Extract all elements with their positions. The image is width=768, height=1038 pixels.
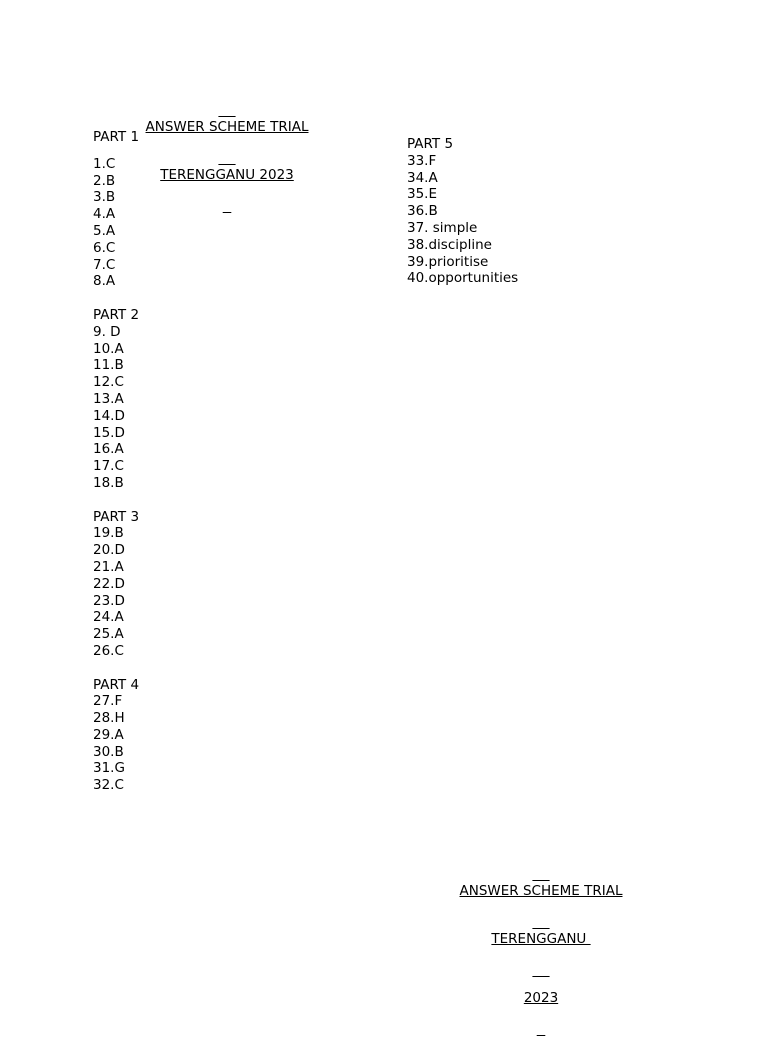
answer-item: 7.C [93, 256, 116, 273]
answer-item: 32.C [93, 777, 124, 794]
answer-item: 9. D [93, 323, 121, 340]
part-3-answers [93, 525, 139, 659]
answer-item: 8.A [93, 273, 116, 290]
answer-item: 34.A [407, 169, 438, 186]
part-4-answers [93, 693, 139, 794]
part-3-heading: PART 3 [93, 508, 140, 525]
part-5-section [407, 136, 518, 287]
answer-item: 5.A [93, 222, 116, 239]
answer-item: 40.opportunities [407, 270, 519, 287]
title-bottom-line-2: TERENGGANU [491, 931, 591, 947]
answer-item: 16.A [93, 441, 124, 458]
answer-item: 31.G [93, 760, 125, 777]
title-line-2: TERENGGANU 2023 [160, 167, 294, 183]
answer-item: 2.B [93, 172, 116, 189]
answer-item: 22.D [93, 575, 125, 592]
answer-item: 21.A [93, 558, 124, 575]
answer-item: 36.B [407, 203, 438, 220]
part-5-heading: PART 5 [407, 136, 454, 152]
title-bottom-line-1: ANSWER SCHEME TRIAL [459, 883, 623, 899]
answer-item: 29.A [93, 726, 124, 743]
answer-item: 24.A [93, 609, 124, 626]
answer-item: 28.H [93, 710, 125, 727]
answer-item: 10.A [93, 340, 124, 357]
answer-item: 4.A [93, 206, 116, 223]
page-title-top [140, 87, 314, 215]
answer-item: 17.C [93, 458, 124, 475]
right-column [407, 136, 518, 304]
answer-item: 30.B [93, 743, 124, 760]
answer-item: 25.A [93, 626, 124, 643]
answer-item: 12.C [93, 374, 124, 391]
part-1-heading: PART 1 [93, 129, 140, 145]
answer-item: 15.D [93, 424, 125, 441]
answer-item: 39.prioritise [407, 253, 489, 270]
answer-item: 13.A [93, 390, 124, 407]
answer-item: 11.B [93, 357, 124, 374]
part-2-answers [93, 324, 139, 492]
left-column [93, 129, 139, 811]
part-1-answers [93, 156, 139, 290]
answer-item: 26.C [93, 642, 124, 659]
answer-item: 37. simple [407, 219, 478, 236]
answer-item: 19.B [93, 525, 124, 542]
part-1-section [93, 129, 139, 290]
part-5-answers [407, 153, 518, 287]
answer-item: 18.B [93, 474, 124, 491]
answer-item: 3.B [93, 189, 116, 206]
page-title-bottom [454, 851, 628, 1038]
title-bottom-line-3: 2023 [523, 990, 559, 1006]
part-2-heading: PART 2 [93, 306, 140, 323]
part-3-section [93, 509, 139, 660]
answer-item: 1.C [93, 155, 116, 172]
answer-item: 38.discipline [407, 236, 492, 253]
part-4-heading: PART 4 [93, 676, 140, 693]
part-2-section [93, 307, 139, 492]
answer-item: 23.D [93, 592, 125, 609]
answer-item: 14.D [93, 407, 125, 424]
part-4-section [93, 677, 139, 795]
title-line-1: ANSWER SCHEME TRIAL [145, 119, 309, 135]
answer-item: 27.F [93, 693, 123, 710]
answer-item: 6.C [93, 239, 116, 256]
answer-item: 33.F [407, 152, 437, 169]
answer-item: 35.E [407, 186, 437, 203]
answer-item: 20.D [93, 542, 125, 559]
